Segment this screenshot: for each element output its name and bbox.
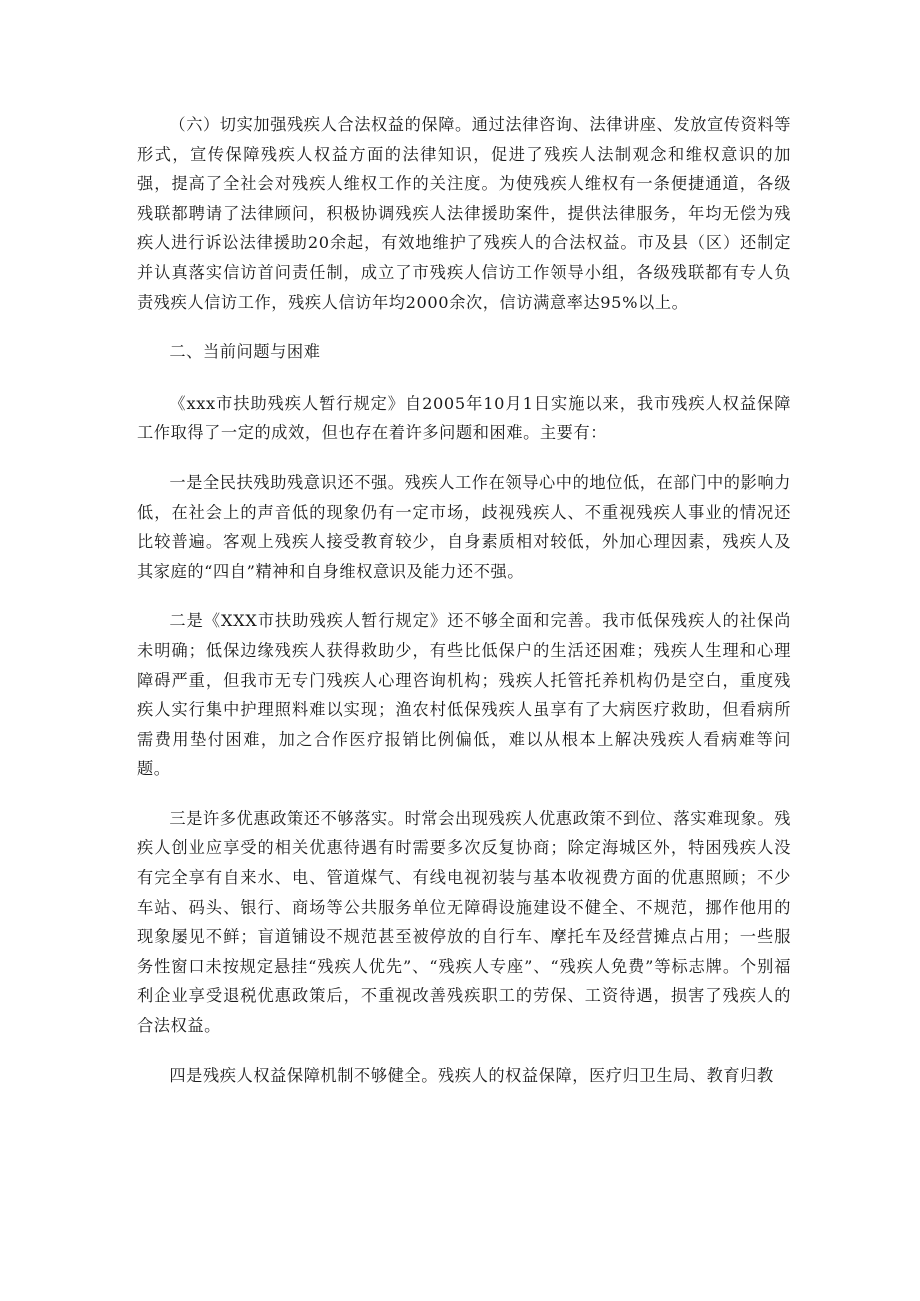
- paragraph-problem-one: 一是全民扶残助残意识还不强。残疾人工作在领导心中的地位低，在部门中的影响力低，在社会上的声音低的现象仍有一定市场，歧视残疾人、不重视残疾人事业的情况还比较普遍。客观上残疾人接受教育较少，自身素质相对较低，外加心理因素，残疾人及其家庭的“四自”精神和自身维权意识及能力还不强。: [137, 472, 791, 581]
- paragraph-legal-rights-protection: （六）切实加强残疾人合法权益的保障。通过法律咨询、法律讲座、发放宣传资料等形式，宣传保障残疾人权益方面的法律知识，促进了残疾人法制观念和维权意识的加强，提高了全社会对残疾人维权工作的关注度。为使残疾人维权有一条便捷通道，各级残联都聘请了法律顾问，积极协调残疾人法律援助案件，提供法律服务，年均无偿为残疾人进行诉讼法律援助20余起，有效地维护了残疾人的合法权益。市及县（区）还制定并认真落实信访首问责任制，成立了市残疾人信访工作领导小组，各级残联都有专人负责残疾人信访工作，残疾人信访年均2000余次，信访满意率达95%以上。: [137, 115, 791, 312]
- paragraph-problem-three: 三是许多优惠政策还不够落实。时常会出现残疾人优惠政策不到位、落实难现象。残疾人创业应享受的相关优惠待遇有时需要多次反复协商；除定海城区外，特困残疾人没有完全享有自来水、电、管道煤气、有线电视初装与基本收视费方面的优惠照顾；不少车站、码头、银行、商场等公共服务单位无障碍设施建设不健全、不规范，挪作他用的现象屡见不鲜；盲道铺设不规范甚至被停放的自行车、摩托车及经营摊点占用；一些服务性窗口未按规定悬挂“残疾人优先”、“残疾人专座”、“残疾人免费”等标志牌。个别福利企业享受退税优惠政策后，不重视改善残疾职工的劳保、工资待遇，损害了残疾人的合法权益。: [137, 808, 791, 1036]
- paragraph-problem-two: 二是《XXX市扶助残疾人暂行规定》还不够全面和完善。我市低保残疾人的社保尚未明确；低保边缘残疾人获得救助少，有些比低保户的生活还困难；残疾人生理和心理障碍严重，但我市无专门残疾人心理咨询机构；残疾人托管托养机构仍是空白，重度残疾人实行集中护理照料难以实现；渔农村低保残疾人虽享有了大病医疗救助，但看病所需费用垫付困难，加之合作医疗报销比例偏低，难以从根本上解决残疾人看病难等问题。: [137, 611, 791, 779]
- paragraph-regulation-intro: 《xxx市扶助残疾人暂行规定》自2005年10月1日实施以来，我市残疾人权益保障工作取得了一定的成效，但也存在着许多问题和困难。主要有：: [137, 393, 791, 443]
- section-heading-problems: 二、当前问题与困难: [169, 342, 321, 362]
- document-page: [137, 110, 791, 1090]
- paragraph-problem-four: 四是残疾人权益保障机制不够健全。残疾人的权益保障，医疗归卫生局、教育归教: [169, 1065, 774, 1085]
